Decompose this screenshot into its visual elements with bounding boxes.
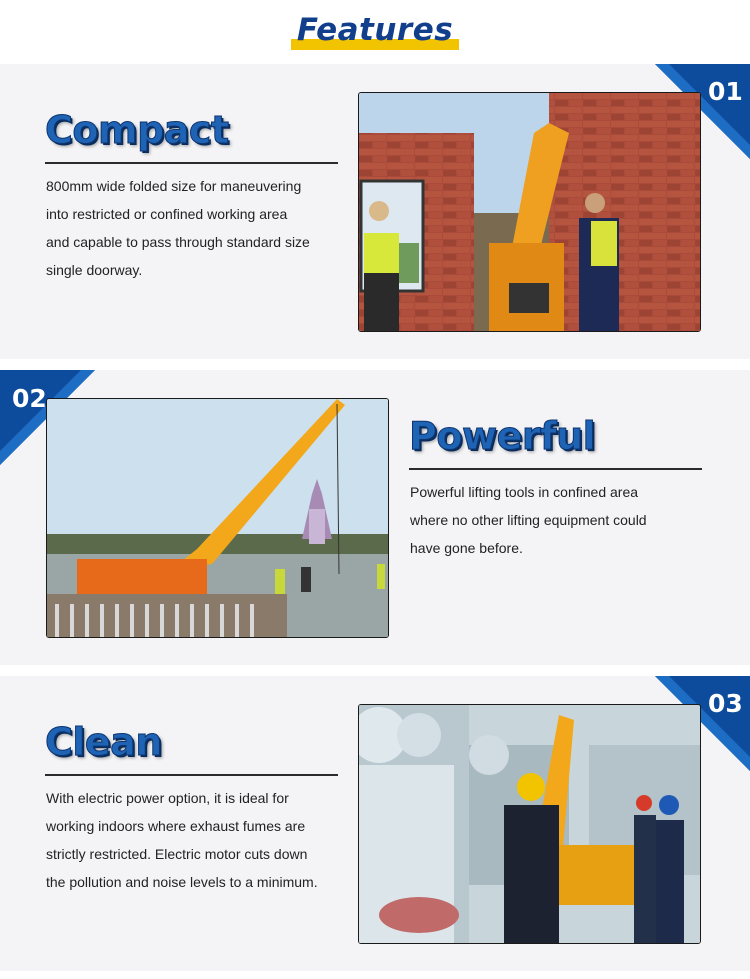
feature-title-clean: Clean [45, 720, 162, 764]
description-line: the pollution and noise levels to a minimum. [46, 874, 318, 890]
feature-number-01: 01 [708, 77, 743, 106]
feature-description-compact [46, 172, 346, 284]
description-line: have gone before. [410, 540, 523, 556]
feature-description-powerful [410, 478, 710, 562]
feature-section-compact [0, 64, 750, 359]
feature-section-powerful [0, 370, 750, 665]
feature-description-clean [46, 784, 356, 896]
feature-title-compact: Compact [45, 108, 229, 152]
description-line: strictly restricted. Electric motor cuts down [46, 846, 308, 862]
feature-photo-clean [358, 704, 701, 944]
description-line: single doorway. [46, 262, 143, 278]
description-line: 800mm wide folded size for maneuvering [46, 178, 302, 194]
description-line: Powerful lifting tools in confined area [410, 484, 639, 500]
page-title: Features [296, 12, 454, 48]
description-line: into restricted or confined working area [46, 206, 288, 222]
description-line: working indoors where exhaust fumes are [46, 818, 306, 834]
feature-section-clean [0, 676, 750, 971]
feature-number-02: 02 [12, 384, 47, 413]
feature-title-powerful: Powerful [409, 414, 596, 458]
description-line: and capable to pass through standard size [46, 234, 310, 250]
description-line: With electric power option, it is ideal for [46, 790, 289, 806]
description-line: where no other lifting equipment could [410, 512, 647, 528]
page-header [0, 0, 750, 64]
feature-number-03: 03 [708, 689, 743, 718]
title-divider [45, 774, 338, 776]
feature-photo-powerful [46, 398, 389, 638]
feature-photo-compact [358, 92, 701, 332]
title-divider [45, 162, 338, 164]
title-divider [409, 468, 702, 470]
